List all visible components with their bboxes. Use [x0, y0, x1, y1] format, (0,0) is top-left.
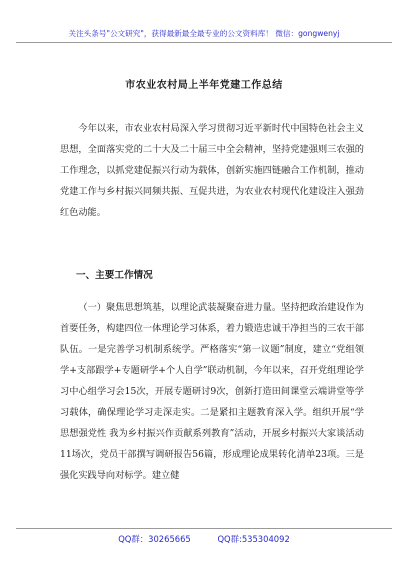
section-heading: 一、主要工作情况 [76, 270, 153, 281]
footer-qq-group-2: QQ群:535304092 [217, 534, 290, 544]
footer [0, 533, 408, 545]
footer-divider [16, 528, 392, 529]
document-title: 市农业农村局上半年党建工作总结 [125, 80, 283, 91]
promo-banner-text: 关注头条号"公文研究"，获得最新最全最专业的公文资料库！ 微信：gongwenyj [68, 29, 340, 38]
intro-paragraph: 今年以来，市农业农村局深入学习贯彻习近平新时代中国特色社会主义思想，全面落实党的二十大及二十届三中全会精神，坚持党建强则三农强的工作理念，以抓党建促振兴行动为载体，创新实施四链融合工作机制，推动党建工作与乡村振兴同频共振、互促共进，为农业农村现代化建设注入强劲红色动能。 [60, 123, 364, 218]
header-divider [16, 42, 392, 43]
body-paragraph: （一）聚焦思想筑基，以理论武装凝聚奋进力量。坚持把政治建设作为首要任务，构建四位一体理论学习体系，着力锻造忠诚干净担当的三农干部队伍。一是完善学习机制系统学。严格落实“第一议题”制度，建立“党组领学+支部跟学+专题研学+个人自学”联动机制，今年以来，召开党组理论学习中心组学习会15次，开展专题研讨9次，创新打造田间课堂云端讲堂等学习载体，确保理论学习走深走实。二是紧扣主题教育深入学。组织开展“学思想强党性 我为乡村振兴作贡献系列教育”活动，开展乡村振兴大家谈活动11场次，党员干部撰写调研报告56篇，形成理论成果转化清单23项。三是强化实践导向对标学。建立健 [60, 302, 364, 481]
header-banner [0, 0, 408, 42]
footer-qq-group-1: QQ群：30265665 [118, 534, 191, 544]
